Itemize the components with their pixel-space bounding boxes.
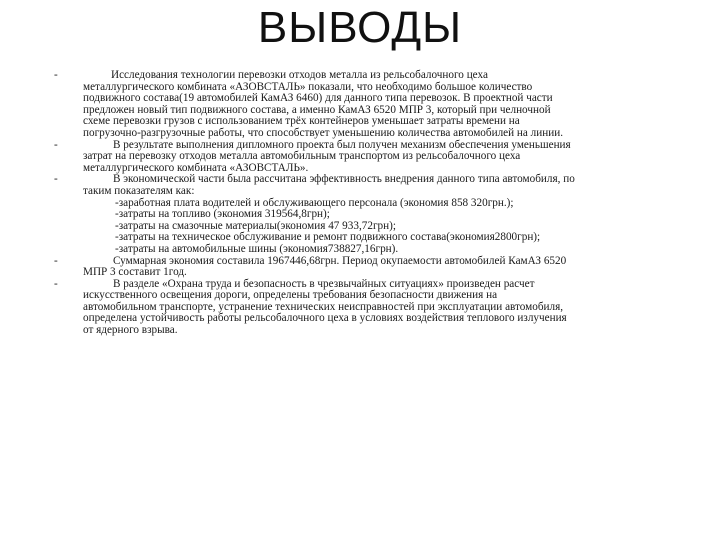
list-item	[52, 70, 692, 140]
text-line: металлургического комбината «АЗОВСТАЛЬ».	[83, 161, 309, 174]
text-line: МПР 3 составит 1год.	[83, 266, 187, 279]
text-line: искусственного освещения дороги, определены требования безопасности движения на	[83, 289, 498, 302]
text-line: В результате выполнения дипломного проекта был получен механизм обеспечения уменьшения	[113, 138, 571, 151]
text-line: таким показателям как:	[83, 184, 195, 197]
text-line: Исследования технологии перевозки отходов металла из рельсобалочного цеха	[111, 69, 488, 81]
list-item	[52, 140, 692, 175]
sub-line: -затраты на топливо (экономия 319564,8грн);	[115, 208, 330, 221]
bullet-marker: -	[54, 173, 58, 186]
text-line: В разделе «Охрана труда и безопасность в чрезвычайных ситуациях» произведен расчет	[113, 277, 535, 290]
bullet-marker: -	[54, 277, 58, 290]
slide-title: ВЫВОДЫ	[257, 3, 463, 52]
sub-line: -затраты на смазочные материалы(экономия 47 933,72грн);	[115, 219, 396, 232]
sub-line: -затраты на техническое обслуживание и ремонт подвижного состава(экономия2800грн);	[115, 231, 541, 244]
sub-line: -заработная плата водителей и обслуживающего персонала (экономия 858 320грн.);	[115, 196, 514, 209]
text-line: предложен новый тип подвижного состава, а именно КамАЗ 6520 МПР 3, который при челночной	[83, 103, 551, 116]
text-line: погрузочно-разгрузочные работы, что способствует уменьшению количества автомобилей на линии.	[83, 126, 563, 139]
text-line: Суммарная экономия составила 1967446,68грн. Период окупаемости автомобилей КамАЗ 6520	[113, 254, 567, 267]
text-line: затрат на перевозку отходов металла автомобильным транспортом из рельсобалочного цеха	[83, 150, 521, 163]
text-line: определена устойчивость работы рельсобалочного цеха в условиях воздействия теплового излучения	[83, 312, 567, 325]
sub-line: -затраты на автомобильные шины (экономия738827,16грн).	[115, 242, 399, 255]
text-line: от ядерного взрыва.	[83, 324, 178, 337]
text-line: схеме перевозки грузов с использованием трёх контейнеров уменьшает затраты времени на	[83, 115, 520, 128]
bullet-marker: -	[54, 138, 58, 151]
bullet-marker: -	[54, 254, 58, 267]
bullet-marker: -	[54, 69, 58, 81]
text-line: В экономической части была рассчитана эффективность внедрения данного типа автомобиля, по	[113, 173, 575, 186]
text-line: подвижного состава(19 автомобилей КамАЗ 6460) для данного типа перевозок. В проектной части	[83, 92, 553, 105]
text-line: автомобильном транспорте, устранение технических неисправностей при эксплуатации автомобиля,	[83, 300, 564, 313]
text-line: металлургического комбината «АЗОВСТАЛЬ» показали, что необходимо большое количество	[83, 80, 533, 93]
list-item	[52, 256, 692, 279]
list-item	[52, 279, 692, 337]
list-item	[52, 174, 692, 255]
conclusions-list	[52, 70, 692, 337]
